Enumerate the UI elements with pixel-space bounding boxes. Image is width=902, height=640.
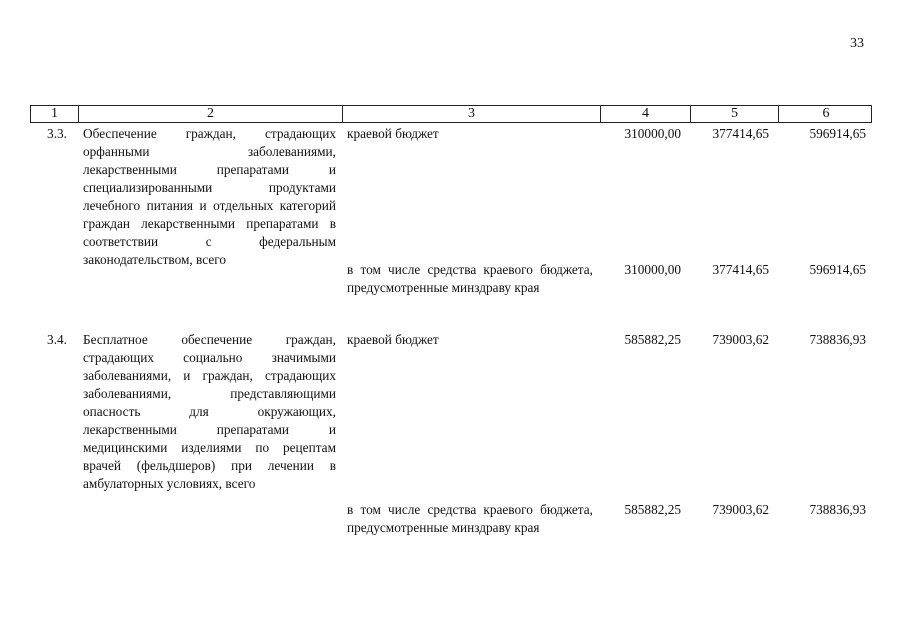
column-header-5: 5 (690, 106, 778, 122)
row-value-col5: 377414,65 (712, 262, 769, 277)
row-funding-source: в том числе средства краевого бюджета, предусмотренные минздраву края (347, 502, 593, 535)
row-value-col6: 738836,93 (809, 332, 866, 347)
page-number: 33 (850, 36, 864, 51)
row-funding-source: краевой бюджет (347, 126, 439, 141)
column-header-1: 1 (51, 106, 58, 121)
row-value-col4: 310000,00 (624, 262, 681, 277)
column-header-3: 3 (342, 106, 600, 122)
row-value-col5: 739003,62 (712, 332, 769, 347)
table-row (30, 259, 872, 329)
column-header-6: 6 (778, 106, 873, 122)
row-number: 3.3. (47, 126, 67, 141)
row-value-col6: 596914,65 (809, 262, 866, 277)
row-value-col4: 585882,25 (624, 332, 681, 347)
row-value-col6: 738836,93 (809, 502, 866, 517)
row-number (30, 499, 77, 559)
table-row (30, 329, 872, 499)
row-value-col5: 739003,62 (712, 502, 769, 517)
budget-table (30, 105, 872, 559)
table-row (30, 123, 872, 267)
table-header-row (30, 105, 872, 123)
row-number: 3.4. (47, 332, 67, 347)
row-description: Обеспечение граждан, страдающих орфанными заболеваниями, лекарственными препаратами и специализированными продуктами лечебного питания и отдельных категорий граждан лекарственными препаратами в соответствии с федеральным законодательством, всего (83, 126, 336, 267)
row-value-col4: 310000,00 (624, 126, 681, 141)
column-header-4: 4 (600, 106, 690, 122)
row-value-col6: 596914,65 (809, 126, 866, 141)
row-description: Бесплатное обеспечение граждан, страдающих социально значимыми заболеваниями, и граждан, страдающих заболеваниями, представляющими опасность для окружающих, лекарственными препаратами и медицинскими изделиями по рецептам врачей (фельдшеров) при лечении в амбулаторных условиях, всего (83, 332, 336, 491)
row-funding-source: в том числе средства краевого бюджета, предусмотренные минздраву края (347, 262, 593, 295)
table-row (30, 499, 872, 559)
column-header-2: 2 (78, 106, 342, 122)
row-value-col4: 585882,25 (624, 502, 681, 517)
row-value-col5: 377414,65 (712, 126, 769, 141)
row-number (30, 259, 77, 329)
row-funding-source: краевой бюджет (347, 332, 439, 347)
row-description (77, 259, 341, 329)
row-description (77, 499, 341, 559)
